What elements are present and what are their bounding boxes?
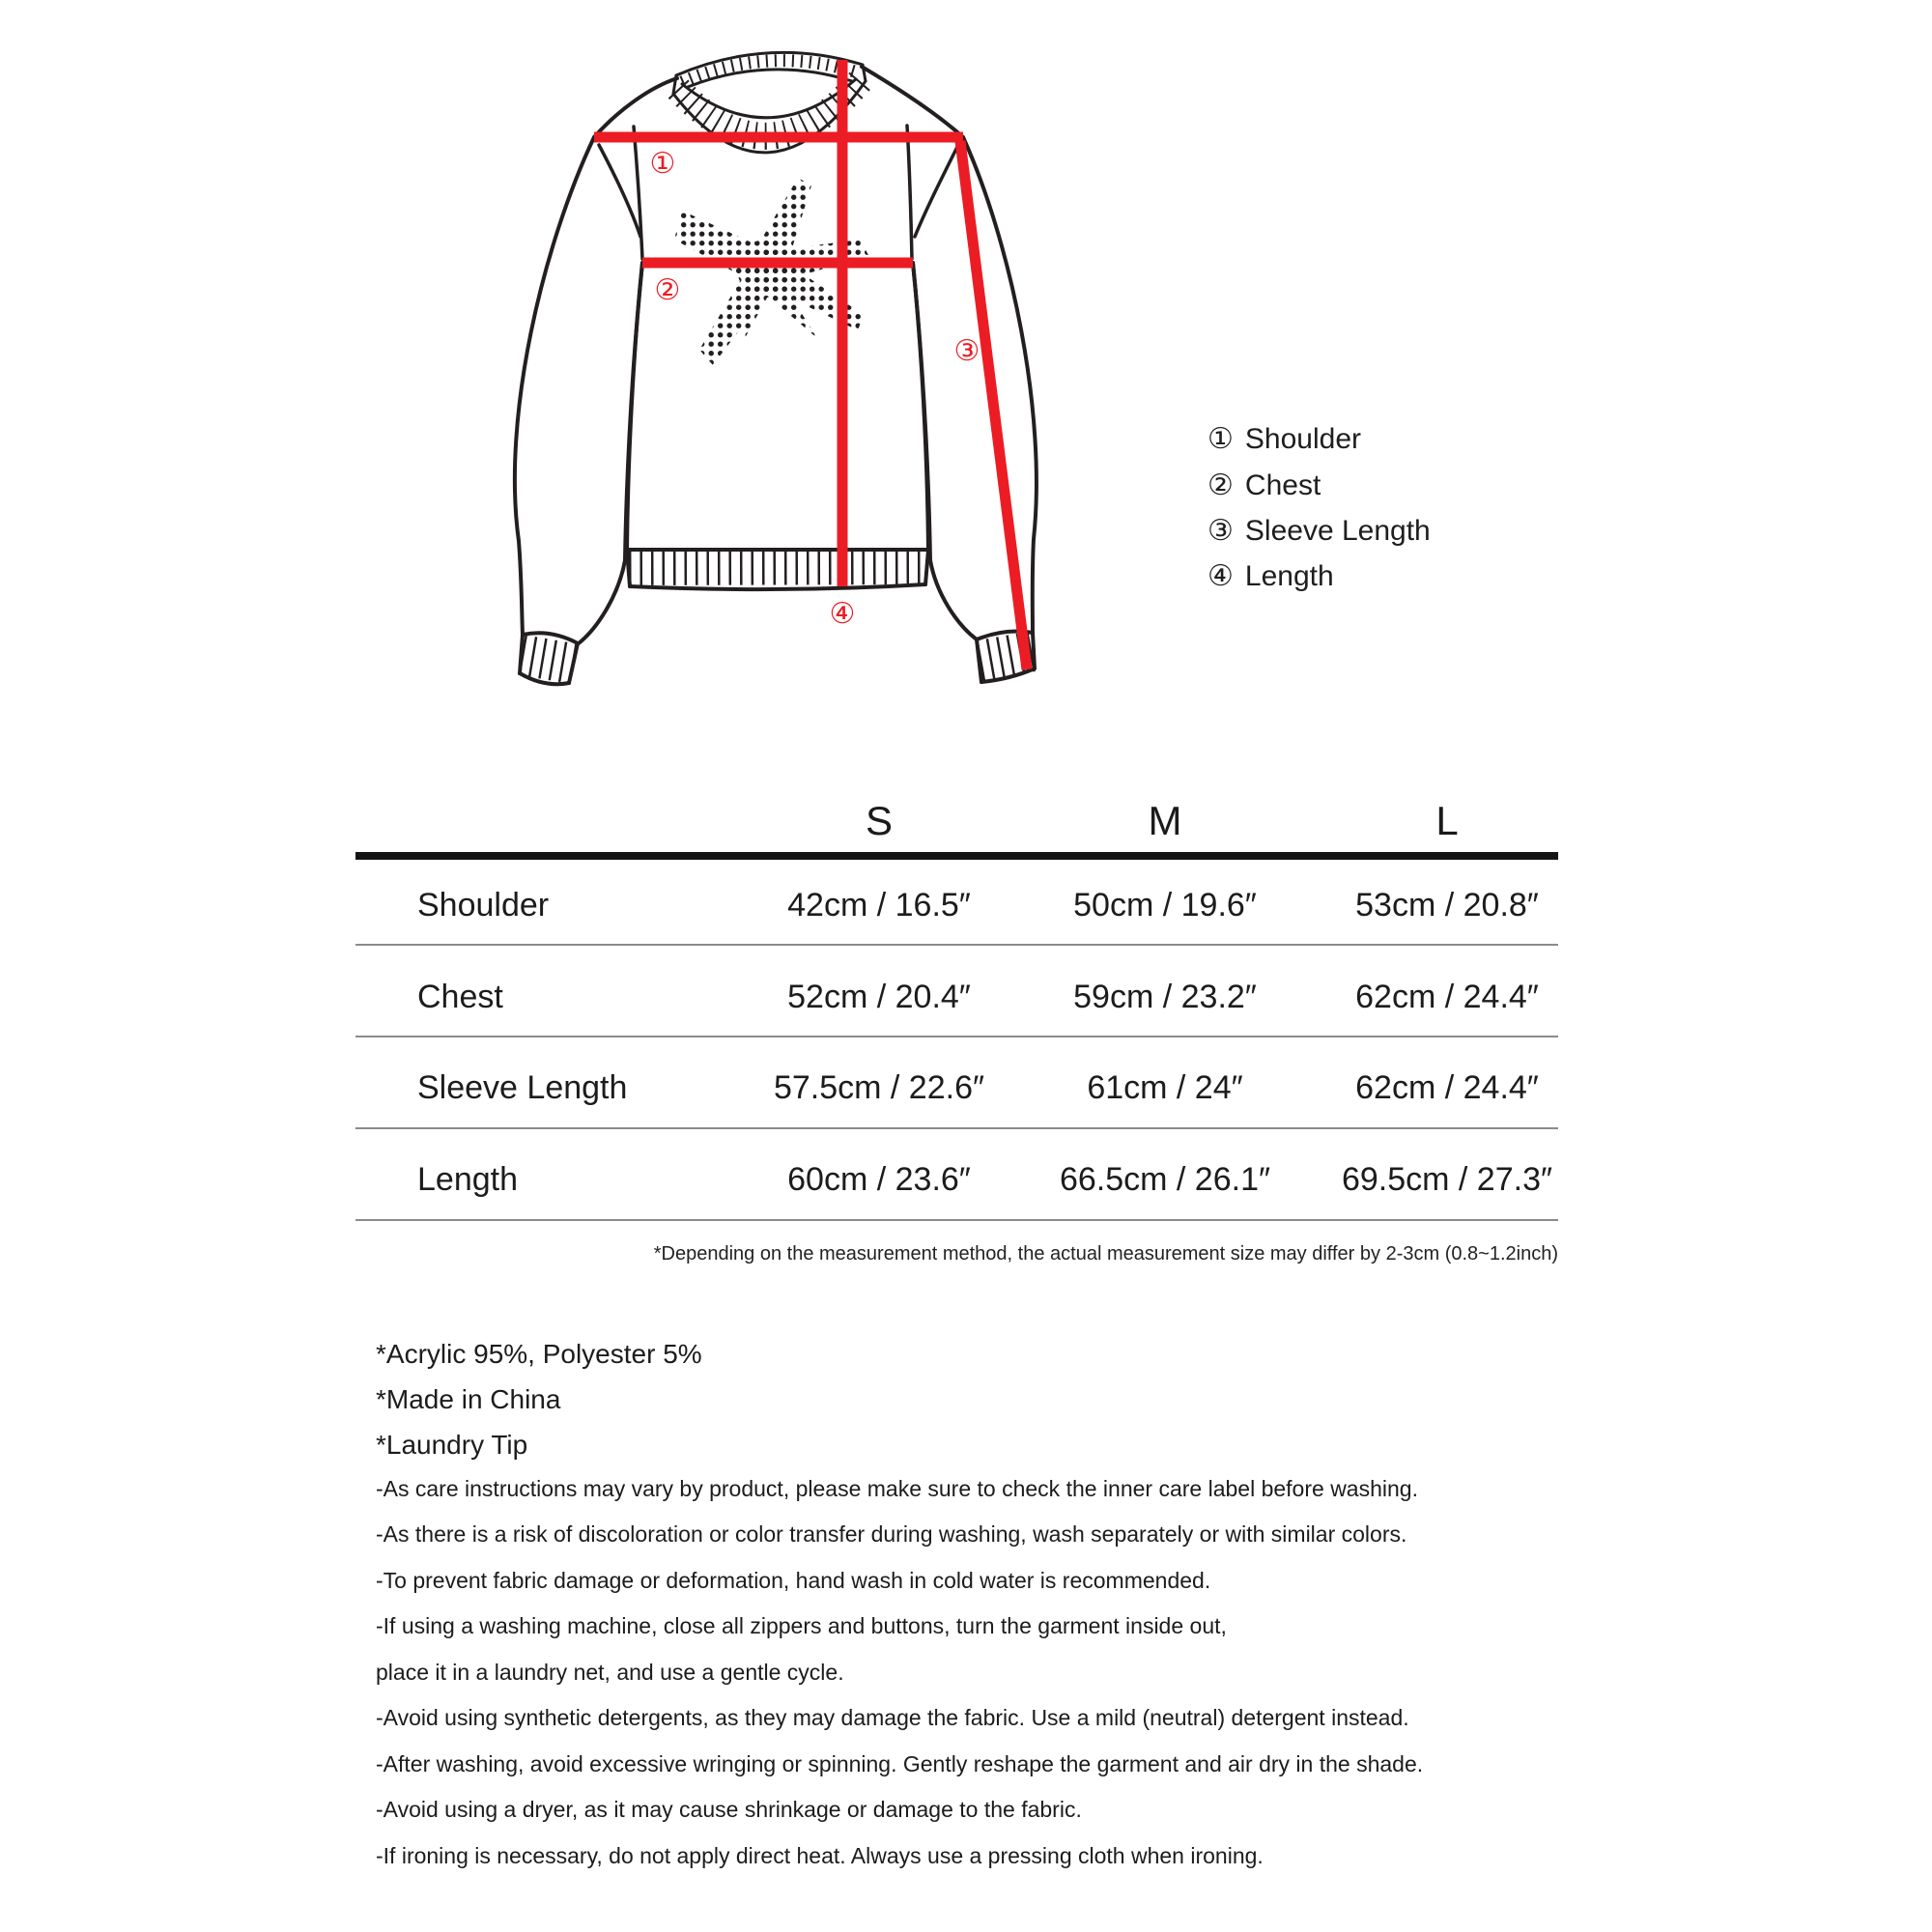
circled-1-icon: ① bbox=[1208, 422, 1234, 456]
sweater-diagram bbox=[367, 19, 1101, 753]
legend-item-chest bbox=[1208, 467, 1321, 505]
cell-length-s: 60cm / 23.6″ bbox=[787, 1161, 971, 1198]
laundry-tip-line: -After washing, avoid excessive wringing or spinning. Gently reshape the garment and air dry in the shade. bbox=[376, 1751, 1424, 1776]
legend-item-sleeve-length bbox=[1208, 512, 1431, 551]
measurement-disclaimer: *Depending on the measurement method, the actual measurement size may differ by 2-3cm (0.8~1.2inch) bbox=[653, 1243, 1558, 1264]
laundry-tip-line: -Avoid using a dryer, as it may cause shrinkage or damage to the fabric. bbox=[376, 1797, 1082, 1822]
table-header-rule bbox=[355, 852, 1558, 860]
laundry-tip-line: place it in a laundry net, and use a gentle cycle. bbox=[376, 1660, 844, 1685]
marker-chest: ② bbox=[654, 273, 681, 307]
row-label-chest: Chest bbox=[417, 979, 503, 1015]
legend-label: Sleeve Length bbox=[1244, 515, 1431, 547]
marker-sleeve-length: ③ bbox=[953, 334, 980, 368]
legend-label: Length bbox=[1244, 560, 1334, 592]
cell-shoulder-m: 50cm / 19.6″ bbox=[1073, 887, 1257, 923]
laundry-tip-line: -As there is a risk of discoloration or color transfer during washing, wash separately or with similar colors. bbox=[376, 1521, 1407, 1547]
row-divider bbox=[355, 1036, 1558, 1037]
cell-chest-s: 52cm / 20.4″ bbox=[787, 979, 971, 1015]
row-divider bbox=[355, 1127, 1558, 1129]
legend-item-shoulder bbox=[1208, 420, 1361, 459]
circled-3-icon: ③ bbox=[1208, 514, 1234, 548]
column-header-m: M bbox=[1148, 798, 1182, 843]
origin-info: *Made in China bbox=[376, 1384, 561, 1414]
row-divider bbox=[355, 1219, 1558, 1221]
cell-sleeve-m: 61cm / 24″ bbox=[1087, 1069, 1243, 1106]
cell-chest-l: 62cm / 24.4″ bbox=[1355, 979, 1539, 1015]
laundry-tip-title: *Laundry Tip bbox=[376, 1430, 528, 1460]
material-info: *Acrylic 95%, Polyester 5% bbox=[376, 1339, 702, 1369]
cell-chest-m: 59cm / 23.2″ bbox=[1073, 979, 1257, 1015]
laundry-tip-line: -If ironing is necessary, do not apply direct heat. Always use a pressing cloth when ironing. bbox=[376, 1843, 1264, 1868]
legend-label: Shoulder bbox=[1244, 423, 1361, 455]
column-header-s: S bbox=[865, 798, 894, 843]
row-label-sleeve-length: Sleeve Length bbox=[417, 1069, 628, 1106]
row-label-length: Length bbox=[417, 1161, 518, 1198]
legend-label: Chest bbox=[1244, 469, 1321, 501]
column-header-l: L bbox=[1435, 798, 1459, 843]
circled-4-icon: ④ bbox=[1208, 559, 1234, 593]
cell-shoulder-s: 42cm / 16.5″ bbox=[787, 887, 971, 923]
laundry-tip-line: -Avoid using synthetic detergents, as they may damage the fabric. Use a mild (neutral) detergent instead. bbox=[376, 1705, 1409, 1730]
marker-shoulder: ① bbox=[649, 147, 676, 181]
row-label-shoulder: Shoulder bbox=[417, 887, 550, 923]
marker-length: ④ bbox=[829, 597, 856, 631]
laundry-tip-line: -If using a washing machine, close all zippers and buttons, turn the garment inside out, bbox=[376, 1613, 1227, 1638]
cell-shoulder-l: 53cm / 20.8″ bbox=[1355, 887, 1539, 923]
cell-length-l: 69.5cm / 27.3″ bbox=[1341, 1161, 1553, 1198]
circled-2-icon: ② bbox=[1208, 469, 1234, 502]
laundry-tip-line: -To prevent fabric damage or deformation, hand wash in cold water is recommended. bbox=[376, 1568, 1211, 1593]
row-divider bbox=[355, 944, 1558, 946]
legend-item-length bbox=[1208, 557, 1334, 596]
laundry-tip-line: -As care instructions may vary by product, please make sure to check the inner care label before washing. bbox=[376, 1476, 1418, 1501]
cell-sleeve-l: 62cm / 24.4″ bbox=[1355, 1069, 1539, 1106]
cell-length-m: 66.5cm / 26.1″ bbox=[1059, 1161, 1271, 1198]
cell-sleeve-s: 57.5cm / 22.6″ bbox=[773, 1069, 985, 1106]
